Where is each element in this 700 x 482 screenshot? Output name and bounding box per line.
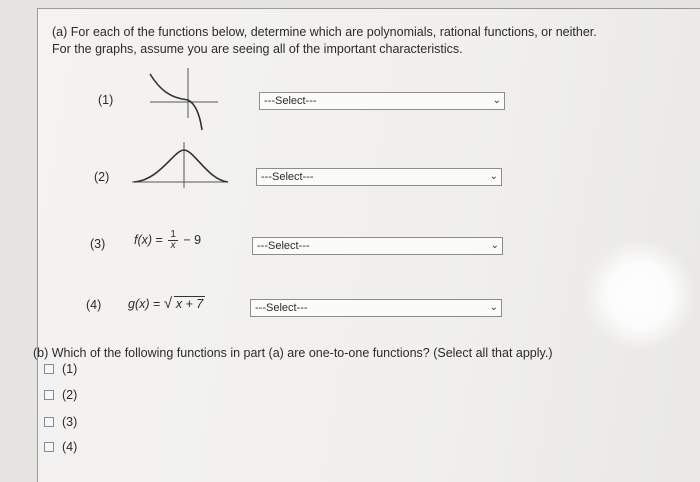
item-3-equals: = <box>155 232 163 247</box>
graph-1 <box>140 68 220 132</box>
item-4-func-name: g(x) <box>128 297 150 311</box>
part-a-intro <box>52 24 672 58</box>
item-4-select-value: ---Select--- <box>255 302 308 314</box>
item-2-select-value: ---Select--- <box>261 171 314 183</box>
item-1-number: (1) <box>98 93 114 107</box>
graph-2 <box>130 138 230 190</box>
option-1[interactable] <box>44 362 77 376</box>
item-3-frac-num: 1 <box>170 229 176 240</box>
item-3-func-name: f(x) <box>134 232 153 247</box>
item-2-number: (2) <box>94 170 110 184</box>
item-4-equals: = <box>153 297 161 311</box>
option-3[interactable] <box>44 415 77 429</box>
part-a-intro-line1: (a) For each of the functions below, determine which are polynomials, rational functions, or neither. <box>52 25 597 39</box>
item-3-select[interactable] <box>252 237 503 255</box>
item-4-radicand: x + 7 <box>175 297 204 311</box>
chevron-down-icon: ⌄ <box>489 302 498 313</box>
option-2-label: (2) <box>62 388 78 402</box>
option-1-label: (1) <box>62 362 78 376</box>
checkbox[interactable] <box>44 364 54 374</box>
item-3-number: (3) <box>90 237 106 251</box>
option-2[interactable] <box>44 388 77 402</box>
checkbox[interactable] <box>44 442 54 452</box>
item-1-select-value: ---Select--- <box>264 95 317 107</box>
chevron-down-icon: ⌄ <box>492 95 501 106</box>
screen-glare <box>585 240 695 350</box>
item-1-select[interactable] <box>259 92 505 110</box>
item-3-fraction <box>168 230 178 251</box>
item-4-function <box>128 297 205 311</box>
option-4[interactable] <box>44 440 77 454</box>
option-4-label: (4) <box>62 440 78 454</box>
item-3-tail: − 9 <box>183 232 202 247</box>
item-4-number: (4) <box>86 298 102 312</box>
checkbox[interactable] <box>44 390 54 400</box>
item-3-select-value: ---Select--- <box>257 240 310 252</box>
item-3-function <box>134 230 201 251</box>
chevron-down-icon: ⌄ <box>490 240 499 251</box>
item-2-select[interactable] <box>256 168 502 186</box>
option-3-label: (3) <box>62 415 78 429</box>
item-3-frac-den: x <box>170 240 176 251</box>
item-4-radical <box>164 297 205 311</box>
item-4-select[interactable] <box>250 299 502 317</box>
square-root-icon: √ <box>163 295 173 312</box>
chevron-down-icon: ⌄ <box>489 171 498 182</box>
part-a-intro-line2: For the graphs, assume you are seeing all of the important characteristics. <box>52 42 463 56</box>
checkbox[interactable] <box>44 417 54 427</box>
part-b-question: (b) Which of the following functions in part (a) are one-to-one functions? (Select all that apply.) <box>33 346 553 360</box>
